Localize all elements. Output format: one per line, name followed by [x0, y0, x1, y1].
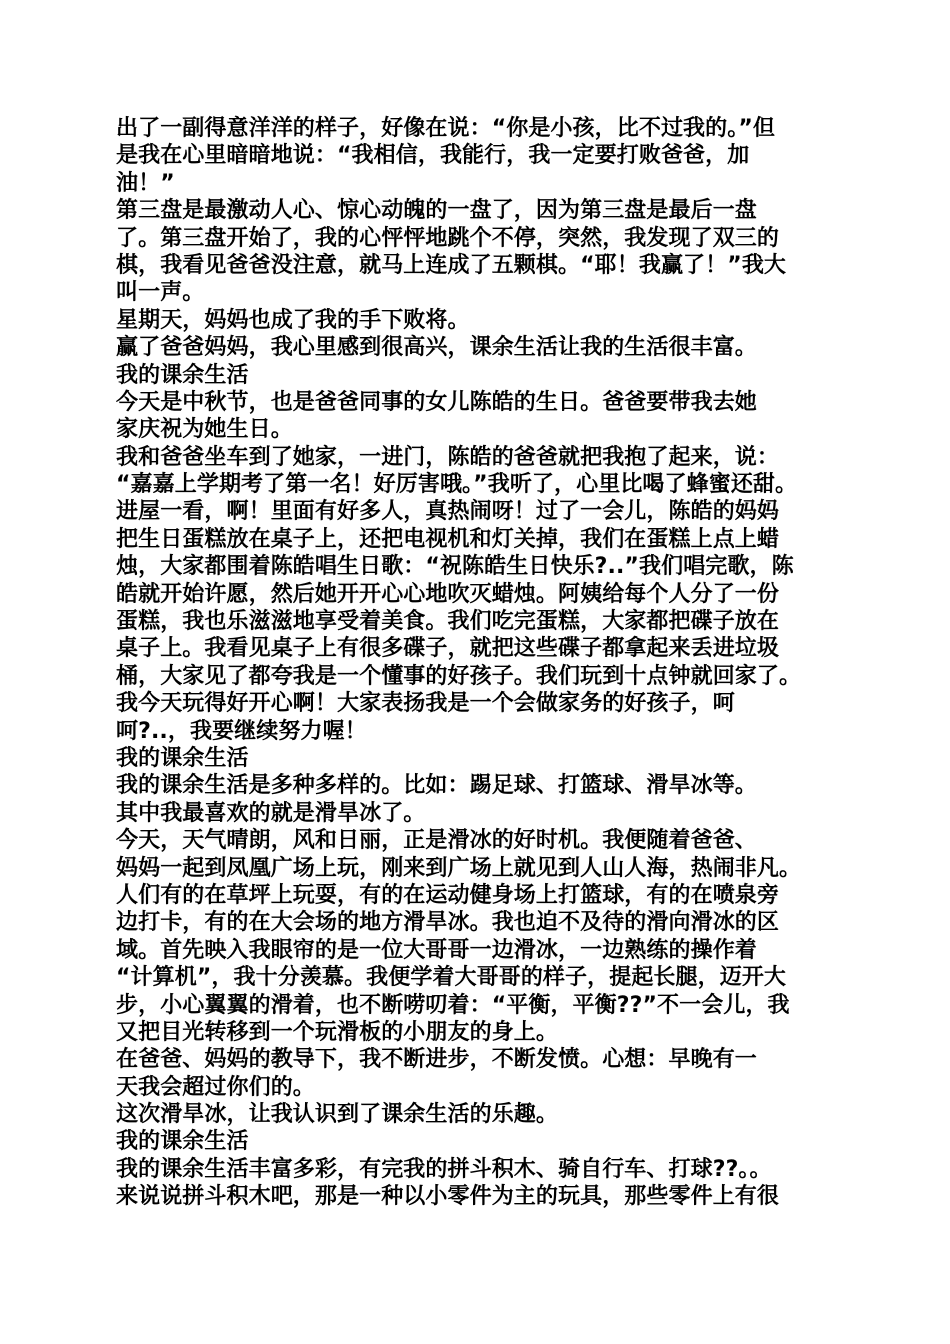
- text-line: 这次滑旱冰，让我认识到了课余生活的乐趣。: [116, 1102, 559, 1128]
- text-line: 进屋一看，啊！里面有好多人，真热闹呀！过了一会儿，陈皓的妈妈: [116, 499, 780, 525]
- text-line: 来说说拼斗积木吧，那是一种以小零件为主的玩具，那些零件上有很: [116, 1184, 780, 1210]
- text-line: 我的课余生活: [116, 1129, 249, 1155]
- text-line: 家庆祝为她生日。: [116, 417, 293, 443]
- text-line: 把生日蛋糕放在桌子上，还把电视机和灯关掉，我们在蛋糕上点上蜡: [116, 526, 780, 552]
- text-line: 步，小心翼翼的滑着，也不断唠叨着：“平衡，平衡??”不一会儿，我: [116, 992, 790, 1018]
- text-line: 叫一声。: [116, 280, 205, 306]
- text-line: 我的课余生活是多种多样的。比如：踢足球、打篮球、滑旱冰等。: [116, 773, 757, 799]
- text-line: 赢了爸爸妈妈，我心里感到很高兴，课余生活让我的生活很丰富。: [116, 335, 757, 361]
- text-line: 人们有的在草坪上玩耍，有的在运动健身场上打篮球，有的在喷泉旁: [116, 882, 780, 908]
- text-line: 皓就开始许愿，然后她开开心心地吹灭蜡烛。阿姨给每个人分了一份: [116, 581, 780, 607]
- text-line: 我的课余生活: [116, 745, 249, 771]
- text-line: 烛，大家都围着陈皓唱生日歌：“祝陈皓生日快乐?..”我们唱完歌，陈: [116, 554, 794, 580]
- text-line: 油！”: [116, 170, 175, 196]
- text-line: 我的课余生活丰富多彩，有完我的拼斗积木、骑自行车、打球??。。: [116, 1156, 772, 1182]
- text-line: 蛋糕，我也乐滋滋地享受着美食。我们吃完蛋糕，大家都把碟子放在: [116, 609, 780, 635]
- text-line: 域。首先映入我眼帘的是一位大哥哥一边滑冰，一边熟练的操作着: [116, 937, 757, 963]
- text-line: 今天，天气晴朗，风和日丽，正是滑冰的好时机。我便随着爸爸、: [116, 828, 757, 854]
- text-line: 了。第三盘开始了，我的心怦怦地跳个不停，突然，我发现了双三的: [116, 225, 780, 251]
- text-line: 桌子上。我看见桌子上有很多碟子，就把这些碟子都拿起来丢进垃圾: [116, 636, 780, 662]
- text-line: 出了一副得意洋洋的样子，好像在说：“你是小孩，比不过我的。”但: [116, 116, 776, 141]
- text-line: 是我在心里暗暗地说：“我相信，我能行，我一定要打败爸爸，加: [116, 143, 750, 169]
- text-line: “计算机”，我十分羡慕。我便学着大哥哥的样子，提起长腿，迈开大: [116, 965, 787, 991]
- text-line: 妈妈一起到凤凰广场上玩，刚来到广场上就见到人山人海，热闹非凡。: [116, 855, 802, 881]
- text-line: 桶，大家见了都夸我是一个懂事的好孩子。我们玩到十点钟就回家了。: [116, 663, 802, 689]
- text-line: 星期天，妈妈也成了我的手下败将。: [116, 307, 470, 333]
- text-line: 边打卡，有的在大会场的地方滑旱冰。我也迫不及待的滑向滑冰的区: [116, 910, 780, 936]
- text-line: 在爸爸、妈妈的教导下，我不断进步，不断发愤。心想：早晚有一: [116, 1047, 757, 1073]
- text-line: “嘉嘉上学期考了第一名！好厉害哦。”我听了，心里比喝了蜂蜜还甜。: [116, 472, 798, 498]
- text-line: 我的课余生活: [116, 362, 249, 388]
- text-line: 第三盘是最激动人心、惊心动魄的一盘了，因为第三盘是最后一盘: [116, 198, 757, 224]
- text-line: 我和爸爸坐车到了她家，一进门，陈皓的爸爸就把我抱了起来，说：: [116, 444, 780, 470]
- text-line: 我今天玩得好开心啊！大家表扬我是一个会做家务的好孩子，呵: [116, 691, 735, 717]
- text-line: 棋，我看见爸爸没注意，就马上连成了五颗棋。“耶！我赢了！”我大: [116, 252, 787, 278]
- text-line: 呵?..，我要继续努力喔！: [116, 718, 367, 744]
- text-line: 天我会超过你们的。: [116, 1074, 315, 1100]
- text-line: 又把目光转移到一个玩滑板的小朋友的身上。: [116, 1019, 559, 1045]
- document-body-text: [116, 115, 851, 1211]
- text-line: 今天是中秋节，也是爸爸同事的女儿陈皓的生日。爸爸要带我去她: [116, 389, 757, 415]
- text-line: 其中我最喜欢的就是滑旱冰了。: [116, 800, 426, 826]
